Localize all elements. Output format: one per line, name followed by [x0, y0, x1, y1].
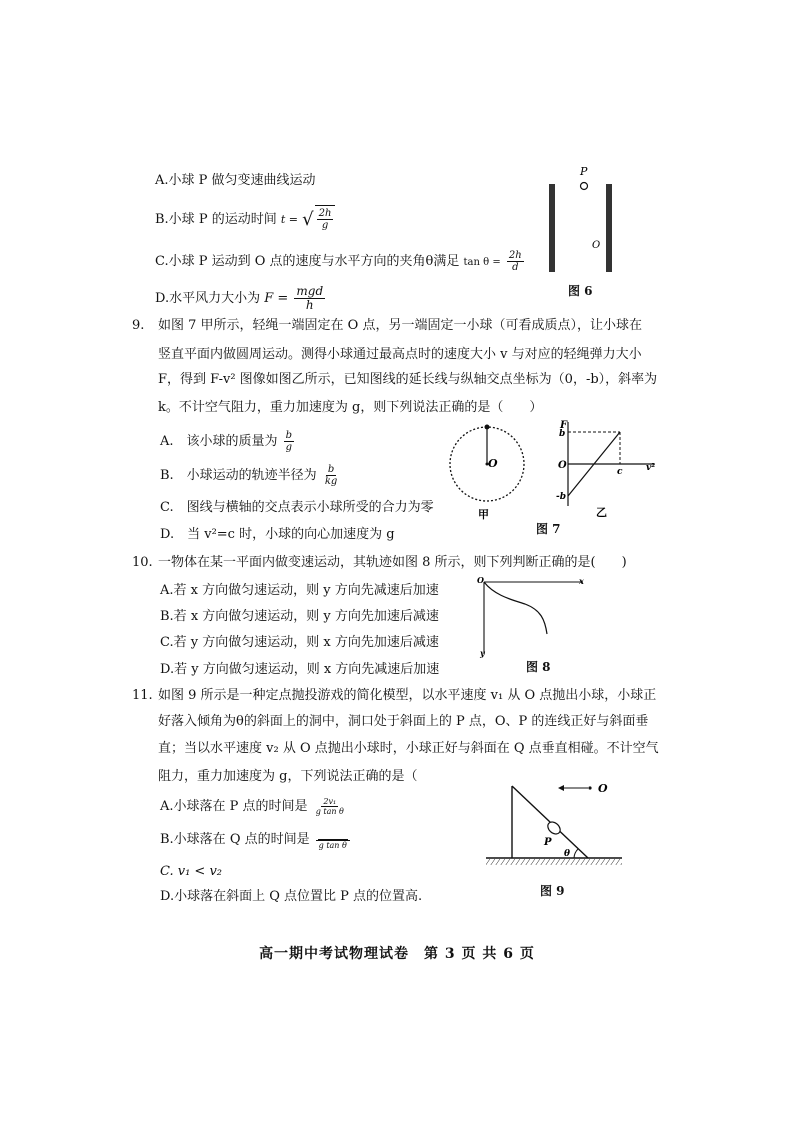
q11-option-b-text: B.小球落在 Q 点的时间是 — [160, 832, 310, 847]
q8-b-den: g — [321, 220, 329, 231]
q11-stem-line4: 阻力，重力加速度为 g，下列说法正确的是（ — [158, 769, 418, 784]
q11-option-b — [160, 826, 352, 854]
q9-option-b — [160, 462, 341, 490]
fig7yi-label-c: c — [617, 467, 623, 477]
q8-option-d-F: F = — [264, 291, 289, 306]
q9-stem-line2: 竖直平面内做圆周运动。测得小球通过最高点时的速度大小 v 与对应的轻绳弹力大小 — [158, 347, 642, 362]
fig8-label-y: y — [480, 648, 485, 658]
q9-option-d: D. 当 v²=c 时，小球的向心加速度为 g — [160, 527, 395, 542]
q11-number: 11. — [132, 688, 153, 703]
fig7yi-label-b: b — [559, 429, 566, 439]
q11-stem-line1: 如图 9 所示是一种定点抛投游戏的简化模型，以水平速度 v₁ 从 O 点抛出小球，小球正 — [158, 688, 657, 703]
q10-option-b: B.若 x 方向做匀速运动，则 y 方向先加速后减速 — [160, 609, 439, 624]
fig7yi-label-f: F — [560, 420, 568, 431]
fig9-label-p: P — [544, 837, 552, 848]
q9-option-a — [160, 428, 296, 456]
q10-number: 10. — [132, 555, 153, 570]
q8-d-num: mgd — [296, 284, 324, 298]
q11-b-den: g tan θ — [318, 841, 347, 850]
q11-option-d: D.小球落在斜面上 Q 点位置比 P 点的位置高. — [160, 889, 423, 904]
q9-a-den: g — [285, 442, 293, 453]
fig7-label-o: O — [488, 457, 498, 470]
figure-7-jia — [444, 418, 534, 528]
q9-stem-line1: 如图 7 甲所示，轻绳一端固定在 O 点，另一端固定一小球（可看成质点），让小球在 — [158, 318, 642, 333]
fig9-label-theta: θ — [564, 849, 571, 859]
fig7yi-label-v2: v² — [646, 463, 656, 473]
fig6-left-plate — [549, 184, 555, 272]
q11-a-den: g tan θ — [315, 807, 344, 816]
q8-option-b-t: t = — [280, 213, 298, 226]
q10-stem: 一物体在某一平面内做变速运动，其轨迹如图 8 所示，则下列判断正确的是( ) — [158, 555, 627, 570]
q8-b-num: 2h — [318, 208, 332, 219]
q9-number: 9. — [132, 318, 145, 333]
q11-a-num: 2v₁ — [323, 797, 337, 806]
q10-option-c: C.若 y 方向做匀速运动，则 x 方向先加速后减速 — [160, 635, 439, 650]
fig7-label-jia: 甲 — [478, 508, 489, 521]
q8-option-d — [155, 283, 327, 315]
q9-a-num: b — [285, 430, 293, 441]
fig9-ground-hatch — [486, 859, 622, 865]
fig7-ball — [485, 425, 490, 430]
fig9-hole — [545, 820, 562, 837]
fig9-point-o — [588, 786, 591, 789]
q11-stem-line2: 好落入倾角为θ的斜面上的洞中，洞口处于斜面上的 P 点，O、P 的连线正好与斜面垂 — [158, 714, 649, 729]
q9-b-num: b — [327, 464, 335, 475]
fig6-right-plate — [606, 184, 612, 272]
fig6-ball — [581, 183, 588, 190]
q8-option-b-text: B.小球 P 的运动时间 — [155, 212, 277, 227]
fig8-caption: 图 8 — [526, 660, 551, 674]
q9-option-c: C. 图线与横轴的交点表示小球所受的合力为零 — [160, 500, 434, 515]
q8-option-a: A.小球 P 做匀变速曲线运动 — [155, 173, 316, 188]
q11-option-c: C. v₁ < v₂ — [160, 864, 223, 879]
q8-option-d-text: D.水平风力大小为 — [155, 291, 261, 306]
q8-d-den: h — [305, 298, 314, 312]
fig7yi-label-neg-b: -b — [556, 492, 567, 502]
fig8-label-o: O — [477, 575, 484, 585]
q8-option-c-text: C.小球 P 运动到 O 点的速度与水平方向的夹角θ满足 — [155, 254, 460, 269]
fig9-arrow-head — [558, 785, 564, 791]
q8-option-c-tan: tan θ = — [463, 257, 501, 268]
q10-option-a: A.若 x 方向做匀速运动，则 y 方向先减速后加速 — [160, 583, 439, 598]
q11-stem-line3: 直；当以水平速度 v₂ 从 O 点抛出小球时，小球正好与斜面在 Q 点垂直相碰。不计空气 — [158, 741, 659, 756]
fig7-caption: 图 7 — [536, 522, 561, 536]
fig6-label-o: O — [592, 240, 601, 251]
q8-option-b-sqrt: √ $\frac{2h}{g}$ — [302, 205, 335, 234]
fig7yi-label-yi: 乙 — [596, 506, 607, 519]
q9-option-a-text: A. 该小球的质量为 — [160, 434, 278, 449]
q8-c-den: d — [512, 262, 519, 273]
q11-b-numerator-blank — [318, 829, 348, 840]
q9-stem-line4: k。不计空气阻力，重力加速度为 g，则下列说法正确的是（ ） — [158, 400, 543, 415]
fig6-label-p: P — [580, 165, 588, 178]
q11-option-a-text: A.小球落在 P 点的时间是 — [160, 799, 308, 814]
fig9-label-o: O — [598, 782, 608, 795]
q9-b-den: kg — [324, 476, 338, 487]
q9-stem-line3: F，得到 F-v² 图像如图乙所示，已知图线的延长线与纵轴交点坐标为（0，-b），斜率为 — [158, 372, 658, 387]
fig9-angle-arc — [574, 849, 578, 858]
figure-8 — [475, 574, 590, 659]
q8-option-c — [155, 248, 526, 277]
q10-option-d: D.若 y 方向做匀速运动，则 x 方向先减速后加速 — [160, 662, 440, 677]
q11-option-a — [160, 793, 348, 821]
q8-option-b — [155, 205, 335, 234]
page-footer: 高一期中考试物理试卷 第 3 页 共 6 页 — [259, 946, 535, 962]
fig8-trajectory — [484, 582, 547, 634]
q8-c-num: 2h — [508, 250, 522, 261]
fig8-label-x: x — [579, 576, 584, 586]
fig7yi-label-o: O — [558, 460, 567, 471]
figure-6 — [540, 162, 620, 277]
fig9-caption: 图 9 — [540, 884, 565, 898]
figure-7-yi — [556, 418, 666, 522]
figure-9 — [482, 770, 630, 874]
q9-option-b-text: B. 小球运动的轨迹半径为 — [160, 468, 317, 483]
fig6-caption: 图 6 — [568, 284, 593, 298]
